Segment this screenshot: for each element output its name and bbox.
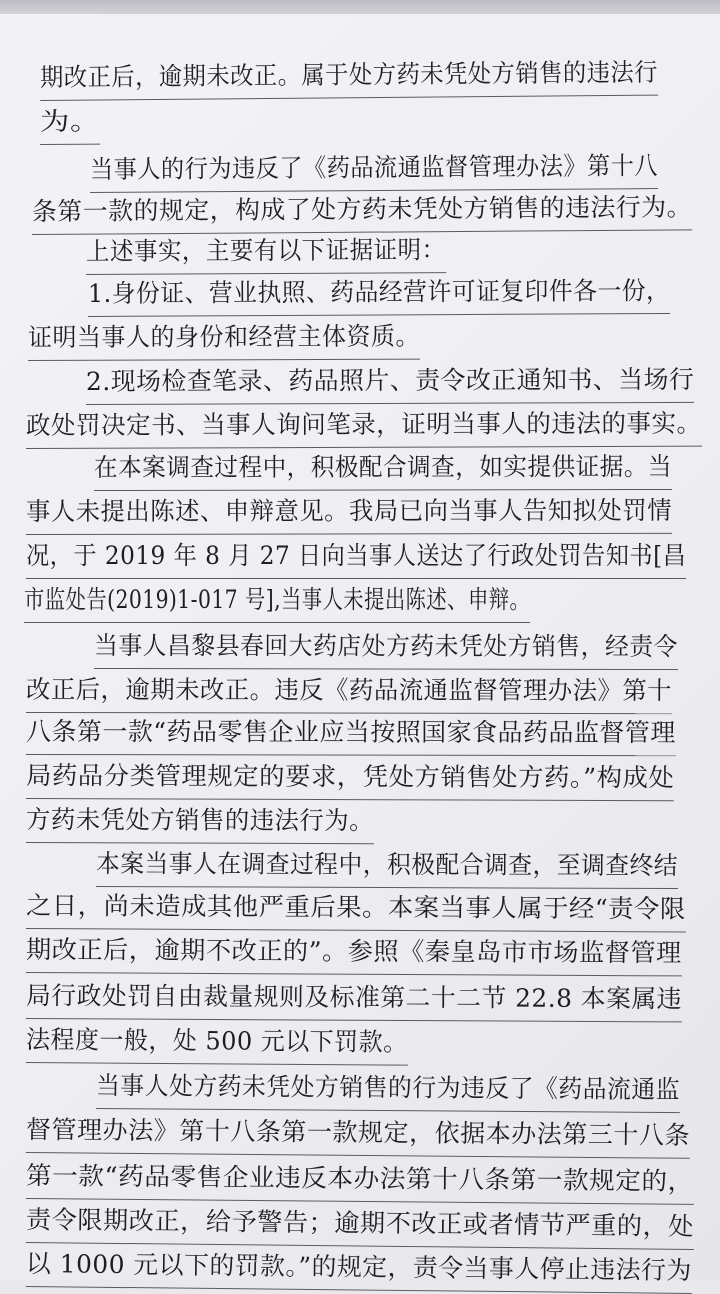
text-line: 当事人处方药未凭处方销售的行为违反了《药品流通监 [96, 1064, 680, 1113]
text-line: 之日，尚未造成其他严重后果。本案当事人属于经“责令限 [26, 884, 686, 932]
text-line: 市监处告(2019)1-017 号],当事人未提出陈述、申辩。 [24, 578, 530, 623]
text-line: 法程度一般，处 500 元以下罚款。 [26, 1018, 408, 1066]
text-line: 况，于 2019 年 8 月 27 日向当事人送达了行政处罚告知书[昌 [26, 534, 686, 579]
text-line: 督管理办法》第十八条第一款规定，依据本办法第三十八条 [26, 1108, 690, 1159]
text-line: 为。 [40, 100, 100, 145]
document-page [0, 14, 720, 1285]
text-line: 以 1000 元以下的罚款。”的规定，责令当事人停止违法行为 [26, 1242, 692, 1294]
text-line: 证明当事人的身份和经营主体资质。 [28, 315, 420, 361]
text-line: 八条第一款“药品零售企业应当按照国家食品药品监督管理 [26, 710, 676, 756]
text-line: 第一款“药品零售企业违反本办法第十八条第一款规定的， [26, 1154, 694, 1205]
text-line: 政处罚决定书、当事人询问笔录，证明当事人的违法的事实。 [26, 402, 702, 449]
text-line: 改正后，逾期未改正。违反《药品流通监督管理办法》第十 [26, 668, 672, 714]
text-line: 2.现场检查笔录、药品照片、责令改正通知书、当场行 [86, 358, 695, 405]
text-line: 在本案调查过程中，积极配合调查，如实提供证据。当 [94, 445, 672, 491]
text-line: 期改正后，逾期不改正的”。参照《秦皇岛市市场监督管理 [26, 928, 682, 976]
text-line: 局药品分类管理规定的要求，凭处方销售处方药。”构成处 [26, 754, 674, 801]
text-line: 当事人的行为违反了《药品流通监督管理办法》第十八 [90, 144, 658, 193]
text-line: 责令限期改正，给予警告；逾期不改正或者情节严重的，处 [26, 1198, 694, 1250]
text-line: 当事人昌黎县春回大药店处方药未凭处方销售，经责令 [94, 624, 678, 670]
text-line: 局行政处罚自由裁量规则及标准第二十二节 22.8 本案属违 [26, 974, 682, 1022]
text-line: 1.身份证、营业执照、药品经营许可证复印件各一份， [88, 269, 671, 317]
text-line: 上述事实，主要有以下证据证明： [86, 228, 446, 275]
text-line: 本案当事人在调查过程中，积极配合调查，至调查终结 [96, 842, 678, 889]
text-line: 期改正后，逾期未改正。属于处方药未凭处方销售的违法行 [40, 51, 658, 101]
text-line: 方药未凭处方销售的违法行为。 [26, 798, 374, 844]
text-line: 事人未提出陈述、申辩意见。我局已向当事人告知拟处罚情 [26, 489, 672, 535]
text-line: 条第一款的规定，构成了处方药未凭处方销售的违法行为。 [32, 185, 692, 235]
